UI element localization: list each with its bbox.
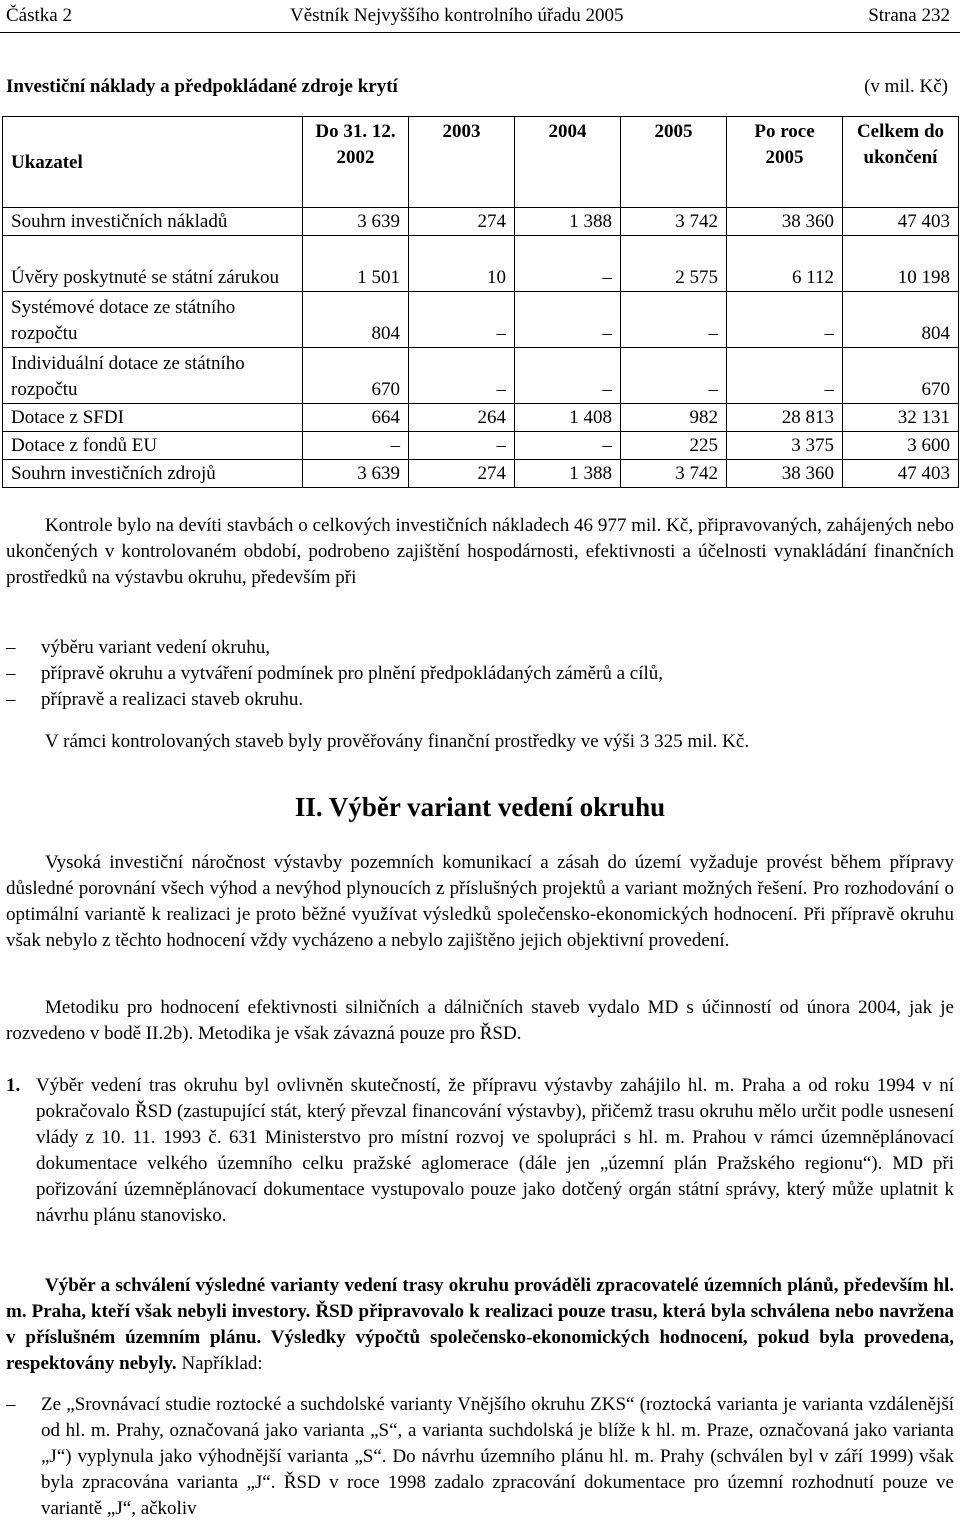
header-part: Částka 2 — [6, 5, 72, 26]
table-cell: – — [515, 236, 621, 292]
row-label: Úvěry poskytnuté se státní zárukou — [3, 236, 303, 292]
table-cell: 32 131 — [843, 404, 959, 432]
table-cell: 664 — [303, 404, 409, 432]
dash-bullet: – — [6, 1394, 16, 1415]
table-unit: (v mil. Kč) — [864, 76, 948, 97]
section-heading: II. Výběr variant vedení okruhu — [294, 792, 666, 822]
paragraph: V rámci kontrolovaných staveb byly prověřovány finanční prostředky ve výši 3 325 mil. Kč. — [45, 731, 750, 752]
table-row — [3, 348, 959, 404]
table-cell: 10 198 — [843, 236, 959, 292]
row-label: Systémové dotace ze státního rozpočtu — [3, 292, 303, 348]
row-label: Souhrn investičních zdrojů — [3, 460, 303, 488]
table-cell: 38 360 — [727, 460, 843, 488]
list-item-text: Ze „Srovnávací studie roztocké a suchdolské varianty Vnějšího okruhu ZKS“ (roztocká varianta je varianta vzdálenější od hl. m. Prahy, označovaná jako varianta „S“, a varianta suchdolská je blíže k hl. m. Praze, označovaná jako varianta „J“) vyplynula jako výhodnější varianta „S“. Do návrhu územního plánu hl. m. Prahy (schválen byl v září 1999) však byla zpracována varianta „J“. ŘSD v roce 1998 zadalo zpracování dokumentace pro územní rozhodnutí pouze ve variantě „J“, ačkoliv — [41, 1394, 954, 1519]
numbered-item — [6, 1073, 954, 1229]
table-cell: 264 — [409, 404, 515, 432]
bold-text: Výběr a schválení výsledné varianty vedení trasy okruhu prováděli zpracovatelé územních plánů, především hl. m. Praha, kteří však nebyli investory. ŘSD připravovalo k realizaci pouze trasu, která byla schválena nebo navržena v příslušném územním plánu. Výsledky výpočtů společensko-ekonomických hodnocení, pokud byla provedena, respektovány nebyly. — [6, 1275, 954, 1374]
table-cell: – — [409, 292, 515, 348]
row-label: Individuální dotace ze státního rozpočtu — [3, 348, 303, 404]
table-cell: 1 388 — [515, 208, 621, 236]
table-cell: 3 639 — [303, 208, 409, 236]
list-item-text: přípravě okruhu a vytváření podmínek pro plnění předpokládaných záměrů a cílů, — [41, 663, 664, 684]
table-cell: 804 — [303, 292, 409, 348]
table-cell: 804 — [843, 292, 959, 348]
header-journal-title: Věstník Nejvyššího kontrolního úřadu 2005 — [290, 5, 624, 26]
row-label: Souhrn investičních nákladů — [3, 208, 303, 236]
table-cell: 1 408 — [515, 404, 621, 432]
table-row — [3, 404, 959, 432]
dash-bullet: – — [6, 689, 16, 710]
dash-bullet: – — [6, 637, 16, 658]
numbered-item-text: Výběr vedení tras okruhu byl ovlivněn skutečností, že přípravu výstavby zahájilo hl. m. Praha a od roku 1994 v ní pokračovalo ŘSD (zastupující stát, který převzal financování výstavby), přičemž trasu okruhu mělo určit podle usnesení vlády z 10. 11. 1993 č. 631 Ministerstvo pro místní rozvoj ve spolupráci s hl. m. Prahou v rámci územněplánovací dokumentace velkého územního celku pražské aglomerace (dále jen „územní plán Pražského regionu“). MD při pořizování územněplánovací dokumentace vystupovalo pouze jako dotčený orgán státní správy, který může uplatnit k návrhu plánu stanovisko. — [36, 1075, 954, 1226]
column-header: 2005 — [621, 117, 727, 208]
table-header-row — [3, 117, 959, 208]
table-cell: – — [515, 348, 621, 404]
table-row — [3, 432, 959, 460]
table-cell: 1 388 — [515, 460, 621, 488]
table-cell: – — [727, 348, 843, 404]
cost-table — [2, 116, 959, 488]
dash-bullet: – — [6, 663, 16, 684]
table-cell: 670 — [303, 348, 409, 404]
table-cell: 28 813 — [727, 404, 843, 432]
table-cell: 6 112 — [727, 236, 843, 292]
table-cell: 10 — [409, 236, 515, 292]
column-header: Ukazatel — [3, 117, 303, 208]
table-cell: 3 639 — [303, 460, 409, 488]
table-cell: – — [727, 292, 843, 348]
table-cell: 3 742 — [621, 460, 727, 488]
paragraph: Kontrole bylo na devíti stavbách o celkových investičních nákladech 46 977 mil. Kč, připravovaných, zahájených nebo ukončených v kontrolovaném období, podrobeno zajištění hospodárnosti, efektivnosti a účelnosti vynakládání finančních prostředků na výstavbu okruhu, především při — [6, 515, 954, 588]
table-cell: 670 — [843, 348, 959, 404]
table-caption: Investiční náklady a předpokládané zdroje krytí — [6, 76, 398, 97]
paragraph-tail: Například: — [176, 1353, 263, 1374]
table-cell: 3 375 — [727, 432, 843, 460]
table-cell: – — [409, 432, 515, 460]
column-header: Do 31. 12. 2002 — [303, 117, 409, 208]
table-cell: – — [621, 292, 727, 348]
column-header: Po roce 2005 — [727, 117, 843, 208]
table-row — [3, 292, 959, 348]
table-cell: 3 742 — [621, 208, 727, 236]
paragraph: Vysoká investiční náročnost výstavby pozemních komunikací a zásah do území vyžaduje provést během přípravy důsledné porovnání všech výhod a nevýhod plynoucích z příslušných projektů a variant možných řešení. Pro rozhodování o optimální variantě k realizaci je proto běžné využívat výsledků společensko-ekonomických hodnocení. Při přípravě okruhu však nebylo z těchto hodnocení vždy vycházeno a nebylo zajištěno jejich objektivní provedení. — [6, 852, 954, 951]
table-cell: 982 — [621, 404, 727, 432]
list-item-text: výběru variant vedení okruhu, — [41, 637, 270, 658]
table-cell: – — [621, 348, 727, 404]
table-cell: 225 — [621, 432, 727, 460]
paragraph — [6, 1273, 954, 1377]
table-row — [3, 208, 959, 236]
table-cell: 47 403 — [843, 208, 959, 236]
column-header: 2003 — [409, 117, 515, 208]
table-cell: 274 — [409, 460, 515, 488]
paragraph: Metodiku pro hodnocení efektivnosti silničních a dálničních staveb vydalo MD s účinností od února 2004, jak je rozvedeno v bodě II.2b). Metodika je však závazná pouze pro ŘSD. — [6, 997, 954, 1044]
list-item-text: přípravě a realizaci staveb okruhu. — [41, 689, 304, 710]
table-cell: – — [409, 348, 515, 404]
table-cell: 1 501 — [303, 236, 409, 292]
column-header: 2004 — [515, 117, 621, 208]
row-label: Dotace z SFDI — [3, 404, 303, 432]
table-cell: 2 575 — [621, 236, 727, 292]
header-page-number: Strana 232 — [868, 5, 950, 26]
table-cell: 38 360 — [727, 208, 843, 236]
table-cell: – — [515, 292, 621, 348]
table-cell: 47 403 — [843, 460, 959, 488]
table-row — [3, 236, 959, 292]
column-header: Celkem do ukončení — [843, 117, 959, 208]
item-number: 1. — [6, 1075, 21, 1096]
table-cell: – — [303, 432, 409, 460]
page-header — [0, 0, 960, 33]
row-label: Dotace z fondů EU — [3, 432, 303, 460]
table-cell: – — [515, 432, 621, 460]
table-row — [3, 460, 959, 488]
table-cell: 274 — [409, 208, 515, 236]
table-cell: 3 600 — [843, 432, 959, 460]
